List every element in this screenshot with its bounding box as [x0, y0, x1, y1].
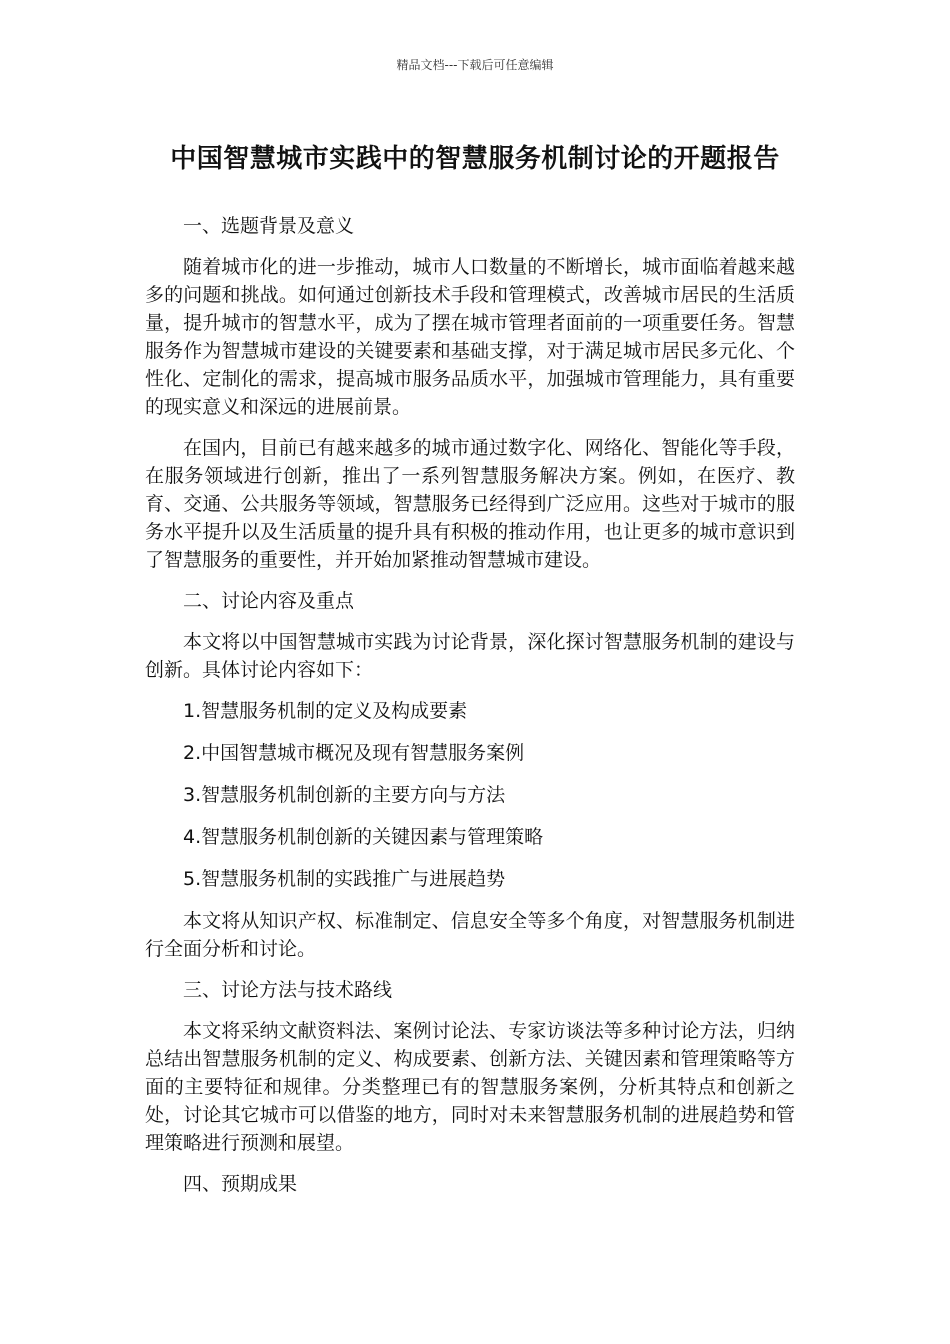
section-heading-2: 二、讨论内容及重点 — [183, 590, 355, 612]
paragraph-content-intro: 本文将以中国智慧城市实践为讨论背景，深化探讨智慧服务机制的建设与创新。具体讨论内容如下： — [145, 631, 795, 681]
document-title: 中国智慧城市实践中的智慧服务机制讨论的开题报告 — [170, 144, 780, 174]
paragraph-background-1: 随着城市化的进一步推动，城市人口数量的不断增长，城市面临着越来越多的问题和挑战。如何通过创新技术手段和管理模式，改善城市居民的生活质量，提升城市的智慧水平，成为了摆在城市管理者面前的一项重要任务。智慧服务作为智慧城市建设的关键要素和基础支撑，对于满足城市居民多元化、个性化、定制化的需求，提高城市服务品质水平，加强城市管理能力，具有重要的现实意义和深远的进展前景。 — [145, 256, 795, 418]
paragraph-methods: 本文将采纳文献资料法、案例讨论法、专家访谈法等多种讨论方法，归纳总结出智慧服务机制的定义、构成要素、创新方法、关键因素和管理策略等方面的主要特征和规律。分类整理已有的智慧服务案例，分析其特点和创新之处，讨论其它城市可以借鉴的地方，同时对未来智慧服务机制的进展趋势和管理策略进行预测和展望。 — [145, 1020, 795, 1154]
section-heading-4: 四、预期成果 — [183, 1173, 298, 1195]
list-item: 1.智慧服务机制的定义及构成要素 — [183, 700, 468, 722]
list-item: 2.中国智慧城市概况及现有智慧服务案例 — [183, 742, 525, 764]
section-heading-1: 一、选题背景及意义 — [183, 215, 355, 237]
document-body — [145, 212, 795, 1211]
section-heading-3: 三、讨论方法与技术路线 — [183, 979, 393, 1001]
paragraph-content-outro: 本文将从知识产权、标准制定、信息安全等多个角度，对智慧服务机制进行全面分析和讨论。 — [145, 910, 795, 960]
list-item: 3.智慧服务机制创新的主要方向与方法 — [183, 784, 506, 806]
list-item: 5.智慧服务机制的实践推广与进展趋势 — [183, 868, 506, 890]
list-item: 4.智慧服务机制创新的关键因素与管理策略 — [183, 826, 544, 848]
paragraph-background-2: 在国内，目前已有越来越多的城市通过数字化、网络化、智能化等手段，在服务领域进行创新，推出了一系列智慧服务解决方案。例如，在医疗、教育、交通、公共服务等领域，智慧服务已经得到广泛应用。这些对于城市的服务水平提升以及生活质量的提升具有积极的推动作用，也让更多的城市意识到了智慧服务的重要性，并开始加紧推动智慧城市建设。 — [145, 437, 795, 571]
header-note: 精品文档---下载后可任意编辑 — [396, 58, 554, 72]
